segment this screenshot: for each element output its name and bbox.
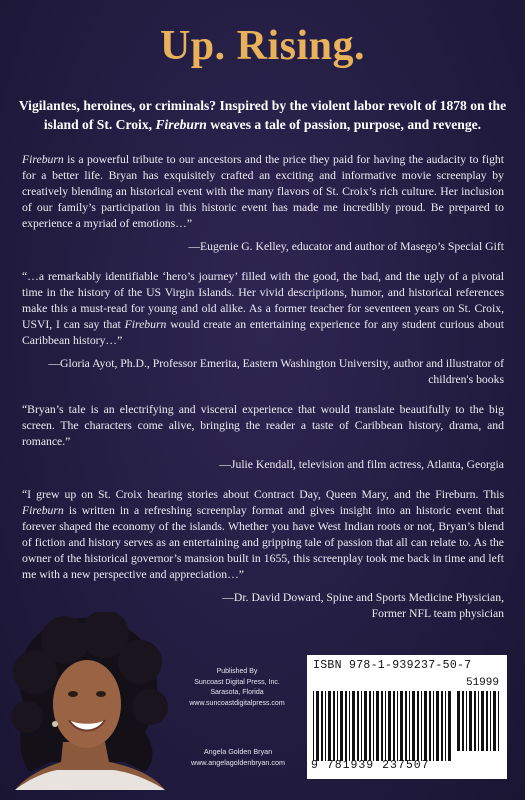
- barcode-bar: [357, 691, 359, 761]
- testimonial-attribution-3: —Julie Kendall, television and film actress, Atlanta, Georgia: [219, 458, 504, 471]
- barcode-bar: [313, 691, 314, 761]
- publisher-name: Suncoast Digital Press, Inc.: [194, 678, 280, 686]
- testimonial-quote-3: [22, 402, 504, 450]
- quote-text: “Bryan’s tale is an electrifying and visceral experience that would translate beautifully to the big screen. The characters come alive, bringing the reader a taste of Caribbean history, drama, and romance.”: [22, 403, 504, 448]
- book-title: Up. Rising.: [159, 23, 366, 69]
- testimonial-quote-4: [22, 487, 504, 583]
- barcode-bar: [417, 691, 419, 761]
- quote-text: “I grew up on St. Croix hearing stories about Contract Day, Queen Mary, and the Fireburn. This: [22, 488, 504, 501]
- tagline-text: Vigilantes, heroines, or criminals? Inspired by the violent labor revolt of 1878 on the island of St. Croix,: [18, 98, 507, 132]
- testimonial-quote-1: [22, 152, 504, 232]
- testimonials: [22, 152, 504, 622]
- barcode-bar: [490, 691, 491, 751]
- barcode-bar: [316, 691, 319, 761]
- publisher-info: [172, 667, 302, 709]
- barcode-bar: [393, 691, 395, 761]
- barcode-bar: [462, 691, 464, 751]
- barcode-bar: [340, 691, 343, 761]
- barcode-bar: [400, 691, 403, 761]
- barcode-bar: [466, 691, 467, 751]
- book-title-italic: Fireburn: [22, 153, 64, 166]
- barcode-bar: [345, 691, 347, 761]
- barcode-bar: [433, 691, 434, 761]
- barcode-bars: [313, 691, 451, 761]
- attribution-line-2: Former NFL team physician: [371, 607, 504, 620]
- barcode-bar: [333, 691, 335, 761]
- barcode-bar: [385, 691, 386, 761]
- book-title-italic: Fireburn: [124, 318, 167, 331]
- tagline-book-title: Fireburn: [155, 117, 207, 132]
- barcode-bar: [421, 691, 422, 761]
- barcode-bar: [474, 691, 476, 751]
- barcode-bar: [397, 691, 398, 761]
- attribution-line-1: —Dr. David Doward, Spine and Sports Medicine Physician,: [222, 591, 504, 604]
- published-by-label: Published By: [216, 668, 258, 675]
- barcode-bar: [388, 691, 391, 761]
- barcode-bar: [364, 691, 367, 761]
- barcode-bar: [352, 691, 355, 761]
- barcode-bar: [441, 691, 443, 761]
- barcode-bar: [381, 691, 383, 761]
- testimonial-attribution-1: —Eugenie G. Kelley, educator and author of Masego’s Special Gift: [188, 240, 504, 253]
- isbn-barcode: [307, 655, 507, 779]
- publisher-location: Sarasota, Florida: [210, 689, 264, 696]
- barcode-bar: [369, 691, 371, 761]
- barcode-bar: [424, 691, 427, 761]
- author-website: www.angelagoldenbryan.com: [191, 757, 285, 767]
- testimonial-quote-2: [22, 269, 504, 349]
- barcode-bar: [457, 691, 460, 751]
- barcode-bar: [436, 691, 439, 761]
- barcode-bar: [349, 691, 350, 761]
- quote-text: is a powerful tribute to our ancestors and the price they paid for having the audacity to fight for a better life. Bryan has exquisitely crafted an exciting and informative movie screenplay by creatively blending an historical event with the many flavors of St. Croix’s rich culture. Her inclusion of our family’s participation in this historic event has made me incredibly proud. Be prepared to experience a myriad of emotions…”: [22, 153, 504, 230]
- author-credit: [168, 747, 308, 768]
- isbn-number: ISBN 978-1-939237-50-7: [313, 659, 472, 672]
- quote-text: would create an entertaining experience for any student curious about Caribbean history…”: [22, 318, 504, 347]
- barcode-bar: [321, 691, 323, 761]
- barcode-bar: [498, 691, 499, 751]
- barcode-bar: [486, 691, 488, 751]
- barcode-bar: [469, 691, 472, 751]
- tagline-text-end: weaves a tale of passion, purpose, and revenge.: [206, 117, 482, 132]
- barcode-bar: [481, 691, 484, 751]
- book-title-italic: Fireburn: [22, 504, 64, 517]
- quote-text: “…a remarkably identifiable ‘hero’s journey’ filled with the good, the bad, and the ugly of a pivotal time in the history of the US Virgin Islands. Her vivid descriptions, humor, and historical references make this a must-read for young and old alike. As a former teacher for seventeen years on St. Croix, USVI, I can say that: [22, 270, 504, 331]
- testimonial-attribution-2: —Gloria Ayot, Ph.D., Professor Emerita, Eastern Washington University, author and illustrator of children's books: [48, 357, 504, 386]
- barcode-bar: [373, 691, 374, 761]
- author-name: Angela Golden Bryan: [203, 747, 273, 756]
- barcode-bar: [409, 691, 410, 761]
- barcode-bar: [361, 691, 362, 761]
- tagline: [18, 96, 507, 134]
- barcode-bar: [448, 691, 451, 761]
- quote-text: is written in a refreshing screenplay format and gives insight into an historic event that forever shaped the economy of the islands. Whether you have West Indian roots or not, Bryan’s blend of fiction and history serves as an entertaining and gripping tale of passion that all can relate to. As the owner of the historical governor’s mansion built in 1655, this screenplay took me back in time and left me with a new perspective and appreciation…”: [22, 504, 504, 581]
- price-code: 51999: [465, 677, 499, 689]
- barcode-bar: [429, 691, 431, 761]
- barcode-bar: [376, 691, 379, 761]
- publisher-website: www.suncoastdigitalpress.com: [189, 699, 285, 707]
- author-photo: [5, 612, 171, 790]
- barcode-addon-bars: [457, 691, 499, 751]
- barcode-bar: [478, 691, 479, 751]
- barcode-bar: [325, 691, 326, 761]
- barcode-bar: [412, 691, 415, 761]
- barcode-bar: [328, 691, 331, 761]
- barcode-bar: [445, 691, 446, 761]
- ean-number: 9 781939 237507: [311, 759, 430, 772]
- barcode-bar: [493, 691, 496, 751]
- barcode-bar: [337, 691, 338, 761]
- barcode-bar: [405, 691, 407, 761]
